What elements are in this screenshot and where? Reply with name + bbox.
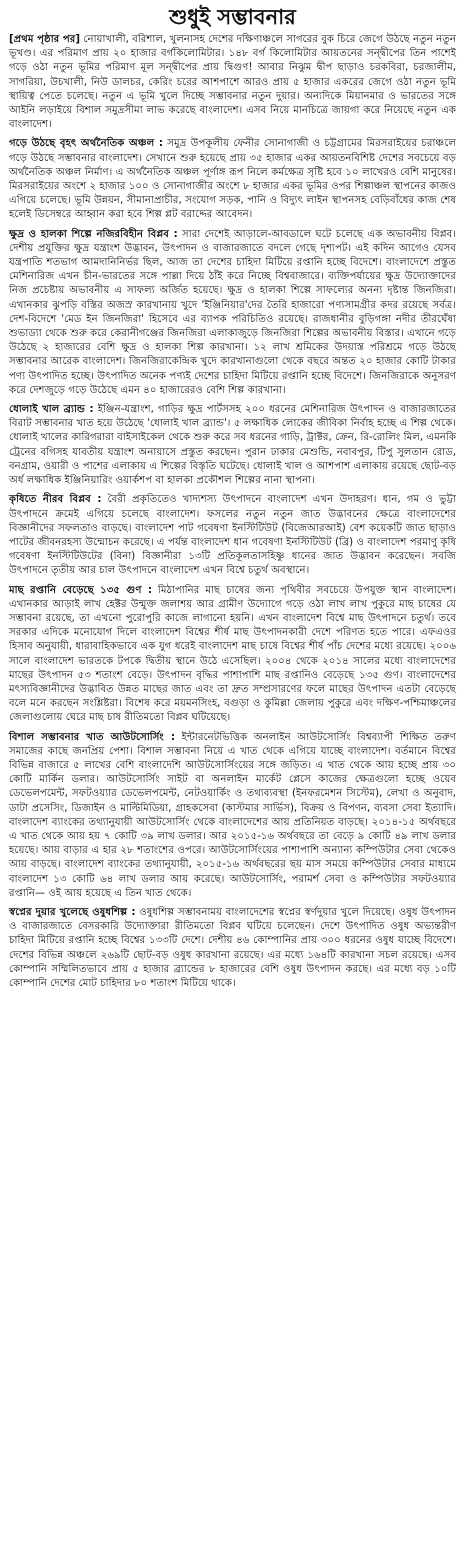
- paragraph-lead: স্বপ্নের দুয়ার খুলেছে ওষুধশিল্প :: [9, 906, 136, 918]
- paragraph-text: নোয়াখালী, বরিশাল, খুলনাসহ দেশের দক্ষিণাঞ্চলে সাগরের বুক চিরে জেগে উঠছে নতুন নতুন ভূখণ্ড। এর পরিমাণ প্রায় ২০ হাজার বর্গকিলোমিটার। ১৪৮ বর্গ কিলোমিটার আয়তনের সন্দ্বীপের তিন পাশেই গড়ে ওঠা নতুন ভূমির পরিমাণ মূল সন্দ্বীপের প্রায় দ্বিগুণ! আবার নিঝুম দ্বীপ ছাড়াও চরকবিরা, চরজালীম, সাগরিয়া, উচখালী, নিউ ডালচর, কেরিং চরের আশপাশে আরও প্রায় ৫ হাজার একরের জেগে ওঠা নতুন ভূমি স্থায়িত্ব পেতে চলেছে। নতুন এ ভূমি খুলে দিচ্ছে সম্ভাবনার নতুন দুয়ার। অন্যদিকে মিয়ানমার ও ভারতের সঙ্গে আইনি লড়াইয়ে বিশাল সমুদ্রসীমা লাভ করেছে বাংলাদেশ। এসব নিয়ে মানচিত্রে জায়গা করে নিয়েছে নতুন এক বাংলাদেশ।: [9, 34, 456, 131]
- paragraph-text: মিঠাপানির মাছ চাষের জন্য পৃথিবীর সবচেয়ে উপযুক্ত স্থান বাংলাদেশ। এখানকার আড়াই লাখ হেক্টর উন্মুক্ত জলাশয় আর গ্রামীণ উদ্যোগে গড়ে ওঠা লাখ লাখ পুকুরে মাছ চাষের যে সম্ভাবনা রয়েছে, তা এখনো পুরোপুরি কাজে লাগানো হয়নি। এখন বাংলাদেশ বিশ্বে মাছ উৎপাদনে চতুর্থ। তবে সরকার এদিকে মনোযোগ দিলে বাংলাদেশ বিশ্বের শীর্ষ মাছ উৎপাদনকারী দেশে পরিণত হতে পারে। এফএওর হিসাব অনুযায়ী, ধারাবাহিকভাবে এক যুগ ধরেই বাংলাদেশ মাছ চাষে বিশ্বের শীর্ষ পাঁচ দেশের মধ্যে রয়েছে। ২০০৬ সালে বাংলাদেশ ভারতকে টপকে দ্বিতীয় স্থানে উঠে এসেছিল। ২০০৪ থেকে ২০১৪ সালের মধ্যে বাংলাদেশের মাছের উৎপাদন ৫৩ শতাংশ বেড়ে। উৎপাদন বৃদ্ধির পাশাপাশি মাছ রপ্তানিও বেড়েছে ১৩৫ গুণ। বাংলাদেশের মৎস্যবিজ্ঞানীদের উদ্ভাবিত উন্নত মাছের জাত এবং তা দ্রুত সম্প্রসারণের ফলে মাছের উৎপাদন এতটা বেড়েছে বলে মনে করছেন সংশ্লিষ্টরা। বিশেষ করে ময়মনসিংহ, বগুড়া ও কুমিল্লা জেলায় পুকুরে এবং দক্ষিণ-পশ্চিমাঞ্চলের জেলাগুলোয় ঘেরে মাছ চাষ রীতিমতো বিপ্লব ঘটিয়েছে।: [9, 584, 456, 724]
- paragraph-text: বৈরী প্রকৃতিতেও খাদ্যশস্য উৎপাদনে বাংলাদেশ এখন উদাহরণ। ধান, গম ও ভুট্টা উৎপাদনে ক্রমেই এগিয়ে চলেছে বাংলাদেশ। ফসলের নতুন নতুন জাত উদ্ভাবনের ক্ষেত্রে বাংলাদেশের বিজ্ঞানীদের সফলতাও বাড়ছে। বাংলাদেশ পাট গবেষণা ইনস্টিটিউট (বিজেআরআই) বেশ কয়েকটি জাত ছাড়াও পাটের জীবনরহস্য উন্মোচন করেছে। এ পর্যন্ত বাংলাদেশ ধান গবেষণা ইনস্টিটিউট (ব্রি) ও বাংলাদেশ পরমাণু কৃষি গবেষণা ইনস্টিটিউটের (বিনা) বিজ্ঞানীরা ১৩টি প্রতিকূলতাসহিষ্ণু ধানের জাত উদ্ভাবন করেছেন। সবজি উৎপাদনে তৃতীয় আর চাল উৎপাদনে বাংলাদেশ এখন বিশ্বে চতুর্থ অবস্থানে।: [9, 494, 456, 577]
- paragraph-lead: বিশাল সম্ভাবনার খাত আউটসোর্সিং :: [9, 731, 175, 743]
- paragraph-light-industry: [9, 228, 456, 398]
- headline: শুধুই সম্ভাবনার: [169, 4, 296, 29]
- paragraph-dholai-khal: [9, 403, 456, 488]
- paragraph-economic-zone: [9, 137, 456, 222]
- article-body: [9, 33, 456, 991]
- paragraph-text: ইন্টারনেটভিত্তিক অনলাইন আউটসোর্সিং বিশ্বব্যাপী শিক্ষিত তরুণ সমাজের কাছে জনপ্রিয় পেশা। বিশাল সম্ভাবনা নিয়ে এ খাত থেকে এগিয়ে যাচ্ছে বাংলাদেশ। বর্তমানে বিশ্বের বিভিন্ন বাজারে ৫ লাখের বেশি বাংলাদেশি আউটসোর্সিংয়ের সঙ্গে জড়িত। এ খাত থেকে আয় হচ্ছে প্রায় ৩০ কোটি মার্কিন ডলার। আউটসোর্সিং সাইট বা অনলাইন মার্কেট প্লেসে কাজের ক্ষেত্রগুলো হচ্ছে ওয়েব ডেভেলপমেন্ট, সফটওয়্যার ডেভেলপমেন্ট, নেটওয়ার্কিং ও তথ্যব্যবস্থা (ইনফরমেশন সিস্টেম), লেখা ও অনুবাদ, ডাটা প্রসেসিং, ডিজাইন ও মাল্টিমিডিয়া, গ্রাহকসেবা (কাস্টমার সার্ভিস), বিক্রয় ও বিপণন, ব্যবসা সেবা ইত্যাদি। বাংলাদেশ ব্যাংকের তথ্যানুযায়ী আউটসোর্সিং থেকে বাংলাদেশের আয় প্রতিনিয়ত বাড়ছে। ২০১৪-১৫ অর্থবছরে এ খাত থেকে আয় হয় ৭ কোটি ৩৯ লাখ ডলার। আর ২০১৫-১৬ অর্থবছরে তা বেড়ে ৯ কোটি ৪৯ লাখ ডলার হয়েছে। আয় বাড়ার এ হার ২৮ শতাংশের ওপরে। আউটসোর্সিংয়ের পাশাপাশি অন্যান্য কম্পিউটার সেবা থেকেও আয় বাড়ছে। বাংলাদেশ ব্যাংকের তথ্যানুযায়ী, ২০১৫-১৬ অর্থবছরের ছয় মাস সময়ে কম্পিউটার সেবার মাধ্যমে বাংলাদেশ ১৩ কোটি ৬৪ লাখ ডলার আয় করেছে। আউটসোর্সিং, পরামর্শ সেবা ও কম্পিউটার সফটওয়্যার রপ্তানি— ওই আয় হয়েছে এ তিন খাত থেকে।: [9, 731, 456, 899]
- paragraph-fish-export: [9, 584, 456, 726]
- paragraph-text: ওষুধশিল্প সম্ভাবনাময় বাংলাদেশের স্বপ্নের স্বর্ণদুয়ার খুলে দিয়েছে। ওষুধ উৎপাদন ও বাজারজাতে বেসরকারি উদ্যোক্তারা রীতিমতো বিপ্লব ঘটিয়ে চলেছেন। দেশে উৎপাদিত ওষুধ অভ্যন্তরীণ চাহিদা মিটিয়ে রপ্তানি হচ্ছে বিশ্বের ১৩৩টি দেশে। দেশীয় ৪৬ কোম্পানির প্রায় ৩০০ ধরনের ওষুধ যাচ্ছে বিদেশে। দেশের বিভিন্ন অঞ্চলে ২৬৯টি ছোট-বড় ওষুধ কারখানা রয়েছে। এর মধ্যে ১৬৪টি কারখানা সচল রয়েছে। এসব কোম্পানি সম্মিলিতভাবে প্রায় ৫ হাজার ব্র্যান্ডের ৮ হাজারের বেশি ওষুধ উৎপাদন করছে। এর মধ্যে বড় ১০টি কোম্পানি দেশের মোট চাহিদার ৮০ শতাংশ মিটিয়ে থাকে।: [9, 906, 456, 989]
- paragraph-lead: গড়ে উঠছে বৃহৎ অর্থনৈতিক অঞ্চল :: [9, 138, 163, 150]
- paragraph-lead: মাছ রপ্তানি বেড়েছে ১৩৫ গুণ :: [9, 584, 152, 596]
- paragraph-agriculture: [9, 493, 456, 578]
- paragraph-outsourcing: [9, 731, 456, 901]
- paragraph-intro: [9, 33, 456, 132]
- paragraph-pharma: [9, 906, 456, 991]
- paragraph-text: সমুদ্র উপকূলীয় ফেনীর সোনাগাজী ও চট্টগ্রামের মিরসরাইয়ের চরাঞ্চলে গড়ে উঠছে সম্ভাবনার বাংলাদেশ। সেখানে শুরু হয়েছে প্রায় ৩৫ হাজার একর আয়তনবিশিষ্ট দেশের সবচেয়ে বড় অর্থনৈতিক অঞ্চল নির্মাণ। এ অর্থনৈতিক অঞ্চল পূর্ণাঙ্গ রূপ নিলে কর্মক্ষেত্র সৃষ্টি হবে ১০ লাখেরও বেশি মানুষের। মিরসরাইয়ের অংশে ২ হাজার ১০০ ও সোনাগাজীর অংশে ৮ হাজার একর ভূমির ওপর শিল্পাঞ্চল স্থাপনের কাজও এগিয়ে চলেছে। ভূমি উন্নয়ন, সীমানাপ্রাচীর, সংযোগ সড়ক, পানি ও বিদ্যুৎ লাইন স্থাপনসহ বেড়িবাঁধের কাজ শেষ হলেই ডিসেম্বরে আহ্বান করা হবে শিল্প প্লট বরাদ্দের আবেদন।: [9, 138, 457, 221]
- paragraph-lead: ক্ষুদ্র ও হালকা শিল্পে নজিরবিহীন বিপ্লব :: [9, 228, 178, 240]
- paragraph-lead: ধোলাই খাল ব্র্যান্ড :: [9, 404, 94, 416]
- paragraph-text: ইঞ্জিন-যন্ত্রাংশ, গাড়ির ক্ষুদ্র পার্টসসহ ২০০ ধরনের মেশিনারিজ উৎপাদন ও বাজারজাতের বিরাট সম্ভাবনার খাত হয়ে উঠেছে 'ধোলাই খাল ব্র্যান্ড'। ৫ লক্ষাধিক লোকের জীবিকা নির্বাহ হচ্ছে এ শিল্প থেকে। ধোলাই খালের কারিগরারা বাইসাইকেল থেকে শুরু করে সব ধরনের গাড়ি, ট্রাক্টর, ক্রেন, রি-রোলিং মিল, এমনকি ট্রেনের বগিসহ যাবতীয় যন্ত্রাংশ অনায়াসে প্রস্তুত করছেন। পুরান ঢাকার মেশুন্ডি, নবাবপুর, টিপু সুলতান রোড, বনগ্রাম, ওয়ারী ও পাশের এলাকায় এ শিল্পের বিস্তৃতি ঘটেছে। ধোলাই খাল ও আশপাশ এলাকায় রয়েছে ছোট-বড় অর্ধ লক্ষাধিক ইঞ্জিনিয়ারিং ওয়ার্কশপ বা হালকা প্রকৌশল শিল্পের নানা স্থাপনা।: [9, 404, 456, 487]
- paragraph-lead: [প্রথম পৃষ্ঠার পর]: [9, 34, 81, 45]
- paragraph-text: সারা দেশেই আড়ালে-আবডালে ঘটে চলেছে এক অভাবনীয় বিপ্লব। দেশীয় প্রযুক্তির ক্ষুদ্র যন্ত্রাংশ উদ্ভাবন, উৎপাদন ও বাজারজাতে বদলে গেছে দৃশ্যপট। এই কদিন আগেও যেসব যন্ত্রপাতি শতভাগ আমদানিনির্ভর ছিল, আজ তা দেশের চাহিদা মিটিয়ে রপ্তানি হচ্ছে বিদেশে। বাংলাদেশে প্রস্তুত মেশিনারিজ এখন চীন-ভারতের সঙ্গে পাল্লা দিয়ে ঠাঁই করে নিচ্ছে বিশ্ববাজারে। ব্যক্তিপর্যায়ের ক্ষুদ্র উদ্যোক্তাদের নিজ প্রচেষ্টায় অভাবনীয় এ সাফল্য অর্জিত হয়েছে। ক্ষুদ্র ও হালকা শিল্পে সাফল্যের অনন্য দৃষ্টান্ত জিনজিরা। এখানকার ঝুপড়ি বস্তির অজস্র কারখানায় খুদে 'ইঞ্জিনিয়ার'দের তৈরি হাজারো পণ্যসামগ্রীর কদর রয়েছে সর্বত্র। দেশ-বিদেশে 'মেড ইন জিনজিরা' হিসেবে এর ব্যাপক পরিচিতিও রয়েছে। রাজধানীর বুড়িগঙ্গা নদীর তীরঘেঁষা শুভাড্যা থেকে শুরু করে কেরানীগঞ্জের জিনজিরা এলাকাজুড়ে জিনজিরা শিল্পের অভাবনীয় বিস্তার। এখানে গড়ে উঠেছে ২ হাজারের বেশি ক্ষুদ্র ও হালকা শিল্প কারখানা। ১২ লাখ শ্রমিকের উদয়াস্ত পরিশ্রমে গড়ে উঠছে সম্ভাবনার আরেক বাংলাদেশ। জিনজিরাকেন্দ্রিক খুদে কারখানাগুলো থেকে বছরে অন্তত ২০ হাজার কোটি টাকার পণ্য উৎপাদিত হচ্ছে। উৎপাদিত অনেক পণ্যই দেশের চাহিদা মিটিয়ে রপ্তানি হচ্ছে বিদেশে। জিনজিরাকে অনুসরণ করে দেশজুড়ে গড়ে উঠেছে এমন ৪০ হাজারেরও বেশি শিল্প কারখানা।: [9, 228, 456, 396]
- paragraph-lead: কৃষিতে নীরব বিপ্লব :: [9, 494, 102, 506]
